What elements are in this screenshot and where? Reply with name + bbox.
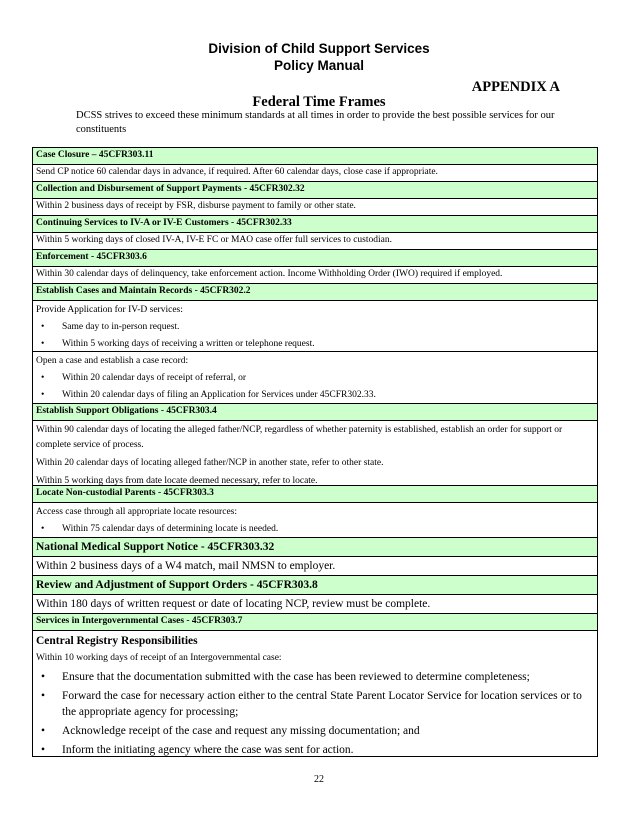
list-item-text: Same day to in-person request.: [62, 322, 180, 332]
list-item: [36, 320, 594, 335]
section-header: Locate Non-custodial Parents - 45CFR303.3: [33, 486, 597, 503]
section-text: Within 20 calendar days of locating alleged father/NCP in another state, refer to other state.: [36, 458, 384, 468]
section-text: Access case through all appropriate locate resources:: [36, 507, 237, 517]
list-item: [36, 669, 594, 685]
section-text-block: [33, 352, 597, 404]
section-text: Within 2 business days of receipt by FSR, disburse payment to family or other state.: [33, 199, 597, 216]
bullet-icon: •: [41, 524, 45, 534]
bullet-icon: •: [41, 339, 45, 349]
section-header: Services in Intergovernmental Cases - 45CFR303.7: [33, 614, 597, 631]
page-title: Federal Time Frames: [252, 94, 386, 110]
appendix-label: APPENDIX A: [471, 79, 560, 95]
bullet-icon: •: [41, 671, 46, 683]
section-header: National Medical Support Notice - 45CFR303.32: [33, 538, 597, 557]
section-text: Open a case and establish a case record:: [36, 356, 189, 366]
section-text: Send CP notice 60 calendar days in advance, if required. After 60 calendar days, close case if appropriate.: [33, 165, 597, 182]
bullet-icon: •: [41, 373, 45, 383]
list-item-text: Within 5 working days of receiving a written or telephone request.: [62, 339, 315, 349]
section-text-block: [33, 421, 597, 486]
section-text: Within 180 days of written request or date of locating NCP, review must be complete.: [33, 595, 597, 614]
bullet-icon: •: [41, 690, 46, 702]
division-title: Division of Child Support Services: [208, 41, 430, 56]
list-item-text: Forward the case for necessary action either to the central State Parent Locator Service for location services or to the appropriate agency for processing;: [62, 690, 582, 718]
subsection-title: Central Registry Responsibilities: [36, 635, 198, 647]
section-header: Continuing Services to IV-A or IV-E Customers - 45CFR302.33: [33, 216, 597, 233]
list-item-text: Within 20 calendar days of receipt of referral, or: [62, 373, 246, 383]
bullet-icon: •: [41, 322, 45, 332]
list-item-text: Ensure that the documentation submitted with the case has been reviewed to determine completeness;: [62, 671, 530, 683]
bullet-icon: •: [41, 725, 46, 737]
section-text: Within 5 working days from date locate deemed necessary, refer to locate.: [36, 476, 318, 486]
section-header: Establish Support Obligations - 45CFR303.4: [33, 404, 597, 421]
list-item-text: Acknowledge receipt of the case and request any missing documentation; and: [62, 725, 420, 737]
list-item-text: Within 20 calendar days of filing an Application for Services under 45CFR302.33.: [62, 390, 376, 400]
section-header: Enforcement - 45CFR303.6: [33, 250, 597, 267]
section-header: Collection and Disbursement of Support Payments - 45CFR302.32: [33, 182, 597, 199]
section-header: Establish Cases and Maintain Records - 45CFR302.2: [33, 284, 597, 301]
manual-title: Policy Manual: [273, 58, 365, 73]
section-text: Within 2 business days of a W4 match, mail NMSN to employer.: [33, 557, 597, 576]
section-text: Provide Application for IV-D services:: [36, 305, 183, 315]
section-text-block: [33, 301, 597, 352]
section-header: Review and Adjustment of Support Orders - 45CFR303.8: [33, 576, 597, 595]
list-item: [36, 742, 594, 756]
list-item: [36, 337, 594, 352]
list-item: [36, 388, 594, 403]
list-item: [36, 522, 594, 537]
time-frames-table: [32, 147, 598, 757]
section-text: Within 5 working days of closed IV-A, IV-E FC or MAO case offer full services to custodian.: [33, 233, 597, 250]
page-number: 22: [314, 774, 324, 785]
bullet-icon: •: [41, 390, 45, 400]
section-text: Within 90 calendar days of locating the alleged father/NCP, regardless of whether paternity is established, establish an order for support or complete service of process.: [36, 425, 563, 450]
list-item: [36, 688, 594, 720]
bullet-icon: •: [41, 744, 46, 756]
section-header: Case Closure – 45CFR303.11: [33, 148, 597, 165]
list-item: [36, 371, 594, 386]
section-text-block: [33, 503, 597, 538]
list-item: [36, 723, 594, 739]
section-text-block: [33, 631, 597, 756]
list-item-text: Within 75 calendar days of determining locate is needed.: [62, 524, 279, 534]
list-item-text: Inform the initiating agency where the case was sent for action.: [62, 744, 354, 756]
section-text: Within 10 working days of receipt of an Intergovernmental case:: [36, 653, 282, 663]
intro-text: DCSS strives to exceed these minimum standards at all times in order to provide the best possible services for our constituents: [76, 110, 555, 135]
section-text: Within 30 calendar days of delinquency, take enforcement action. Income Withholding Order (IWO) required if employed.: [33, 267, 597, 284]
